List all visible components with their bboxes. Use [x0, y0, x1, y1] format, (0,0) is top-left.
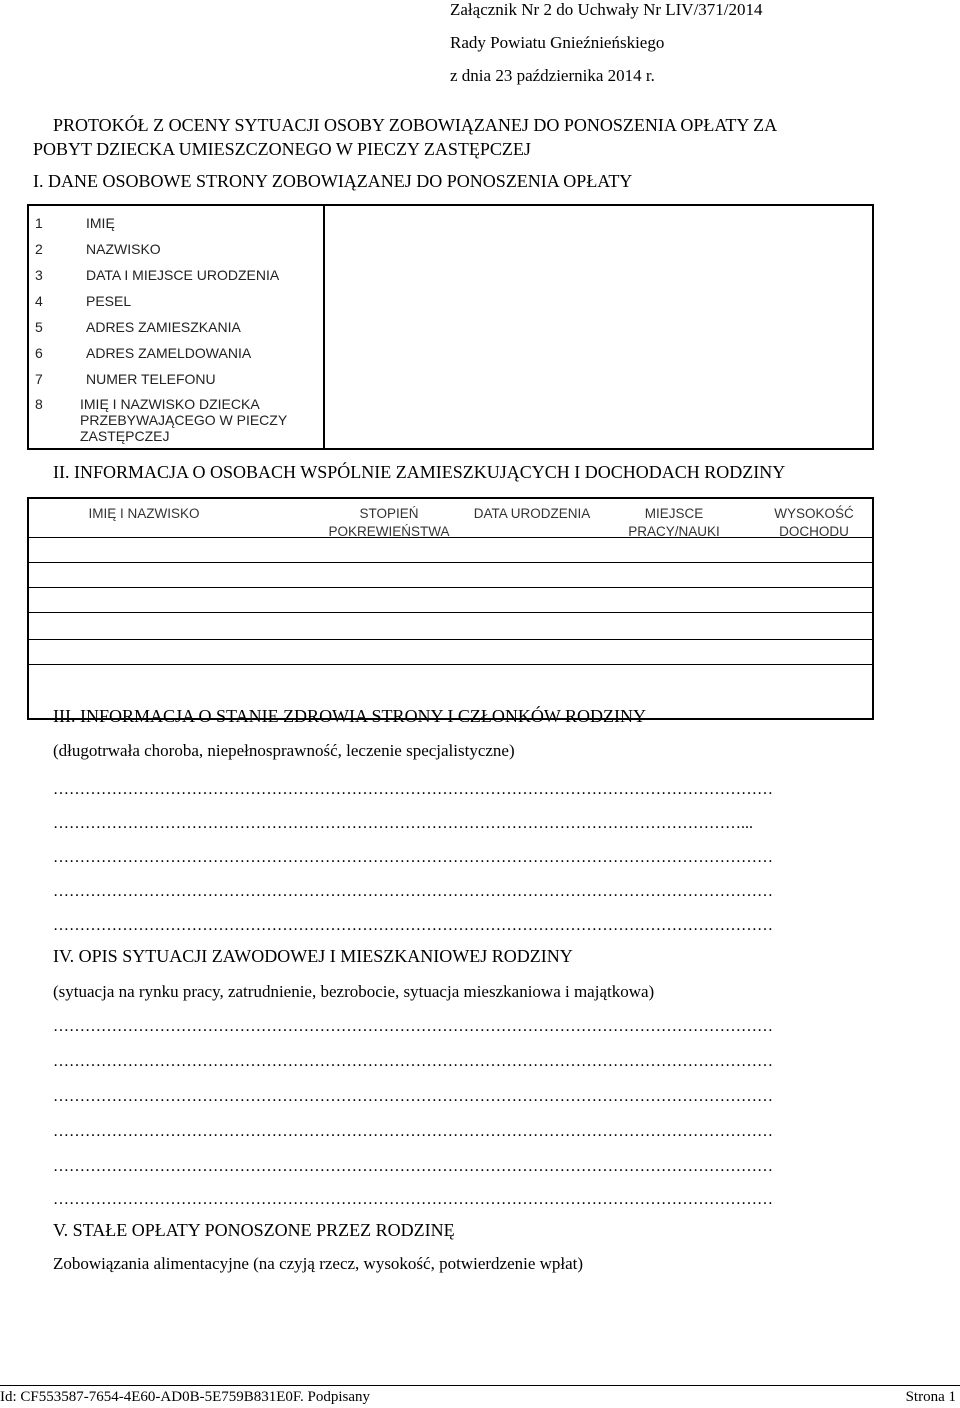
row-number: 5: [35, 319, 43, 335]
table-row[interactable]: [29, 563, 872, 587]
fill-in-dotted-line[interactable]: ………………………………………………………………………………………………………………………: [53, 1123, 773, 1140]
row-label: PESEL: [86, 293, 132, 309]
section-5-subheading: Zobowiązania alimentacyjne (na czyją rzecz, wysokość, potwierdzenie wpłat): [53, 1254, 584, 1273]
footer-document-id: Id: CF553587-7654-4E60-AD0B-5E759B831E0F. Podpisany: [0, 1389, 371, 1405]
row-number: 4: [35, 293, 43, 309]
section-4-heading: IV. OPIS SYTUACJI ZAWODOWEJ I MIESZKANIOWEJ RODZINY: [53, 946, 573, 966]
row-label: ADRES ZAMELDOWANIA: [86, 345, 252, 361]
table-row[interactable]: [29, 613, 872, 637]
section-1-heading: I. DANE OSOBOWE STRONY ZOBOWIĄZANEJ DO PONOSZENIA OPŁATY: [33, 171, 633, 191]
row-number: 6: [35, 345, 43, 361]
fill-in-dotted-line[interactable]: ………………………………………………………………………………………………………………………: [53, 883, 773, 900]
household-members-table: [27, 497, 874, 720]
header-council-line: Rady Powiatu Gnieźnieńskiego: [450, 33, 665, 52]
section-3-subheading: (długotrwała choroba, niepełnosprawność, leczenie specjalistyczne): [53, 741, 515, 760]
fill-in-dotted-line[interactable]: ………………………………………………………………………………………………………………………: [53, 1088, 773, 1105]
row-number: 1: [35, 215, 43, 231]
personal-data-table: [27, 204, 874, 450]
row-label: DATA I MIEJSCE URODZENIA: [86, 267, 280, 283]
table-row[interactable]: [29, 588, 872, 612]
fill-in-dotted-line[interactable]: …………………………………………………………………………………………………………………...: [53, 815, 753, 832]
row-number: 8: [35, 396, 43, 412]
fill-in-dotted-line[interactable]: ………………………………………………………………………………………………………………………: [53, 1053, 773, 1070]
table-row[interactable]: [29, 538, 872, 562]
document-title-line-1: PROTOKÓŁ Z OCENY SYTUACJI OSOBY ZOBOWIĄZANEJ DO PONOSZENIA OPŁATY ZA: [53, 115, 778, 135]
personal-data-column-divider: [323, 206, 325, 448]
row-label: ADRES ZAMIESZKANIA: [86, 319, 241, 335]
fill-in-dotted-line[interactable]: ………………………………………………………………………………………………………………………: [53, 1018, 773, 1035]
table-row[interactable]: [29, 640, 872, 664]
fill-in-dotted-line[interactable]: ………………………………………………………………………………………………………………………: [53, 849, 773, 866]
table-row[interactable]: [29, 665, 872, 689]
column-header-income: WYSOKOŚĆ DOCHODU: [774, 506, 854, 539]
header-date-line: z dnia 23 października 2014 r.: [450, 66, 655, 85]
row-number: 7: [35, 371, 43, 387]
section-2-heading: II. INFORMACJA O OSOBACH WSPÓLNIE ZAMIESZKUJĄCYCH I DOCHODACH RODZINY: [53, 462, 786, 482]
column-header-name: IMIĘ I NAZWISKO: [88, 506, 200, 521]
footer-rule: [0, 1385, 960, 1386]
row-number: 3: [35, 267, 43, 283]
row-label: NUMER TELEFONU: [86, 371, 216, 387]
column-header-relationship: STOPIEŃ POKREWIEŃSTWA: [328, 506, 450, 539]
row-label: NAZWISKO: [86, 241, 161, 257]
fill-in-dotted-line[interactable]: ………………………………………………………………………………………………………………………: [53, 781, 773, 798]
footer-page-number: Strona 1: [905, 1389, 956, 1405]
fill-in-dotted-line[interactable]: ………………………………………………………………………………………………………………………: [53, 1158, 773, 1175]
row-label: IMIĘ: [86, 215, 115, 231]
section-4-subheading: (sytuacja na rynku pracy, zatrudnienie, bezrobocie, sytuacja mieszkaniowa i majątkowa): [53, 982, 655, 1001]
fill-in-dotted-line[interactable]: ………………………………………………………………………………………………………………………: [53, 1191, 773, 1208]
row-number: 2: [35, 241, 43, 257]
document-title-line-2: POBYT DZIECKA UMIESZCZONEGO W PIECZY ZASTĘPCZEJ: [33, 139, 531, 159]
fill-in-dotted-line[interactable]: ………………………………………………………………………………………………………………………: [53, 917, 773, 934]
row-label: IMIĘ I NAZWISKO DZIECKA PRZEBYWAJĄCEGO W PIECZY ZASTĘPCZEJ: [80, 396, 287, 444]
section-5-heading: V. STAŁE OPŁATY PONOSZONE PRZEZ RODZINĘ: [53, 1220, 455, 1240]
section-3-heading: III. INFORMACJA O STANIE ZDROWIA STRONY I CZŁONKÓW RODZINY: [53, 706, 647, 726]
header-attachment-line: Załącznik Nr 2 do Uchwały Nr LIV/371/2014: [450, 0, 763, 19]
column-header-birth-date: DATA URODZENIA: [473, 506, 591, 521]
column-header-work-school: MIEJSCE PRACY/NAUKI: [628, 506, 720, 539]
